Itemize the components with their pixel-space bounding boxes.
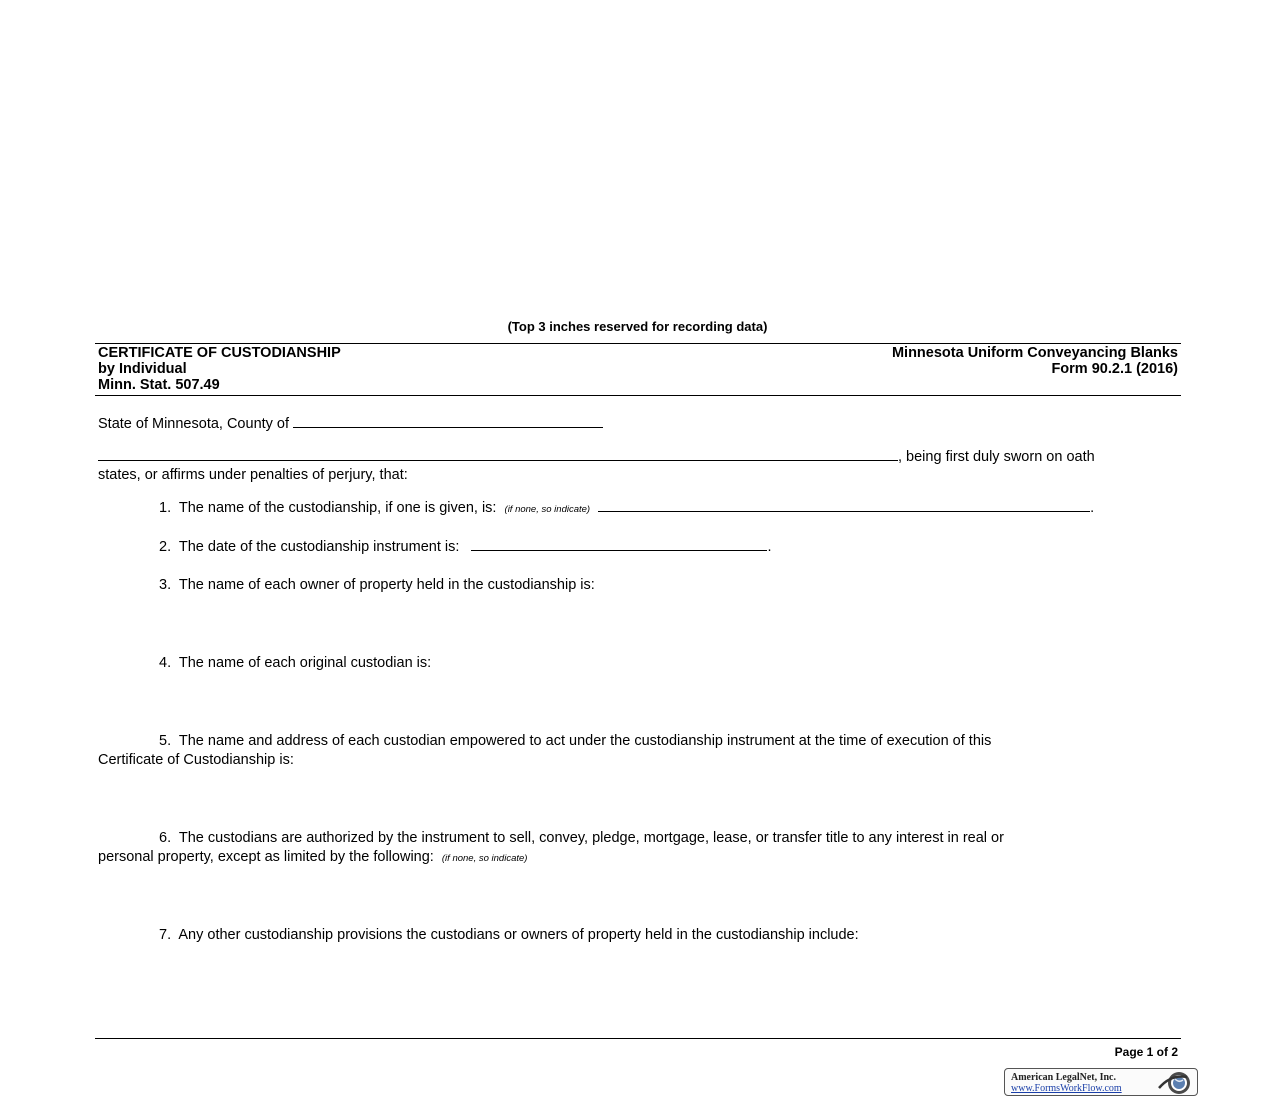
item-4-number: 4.: [159, 655, 172, 671]
statute-reference: Minn. Stat. 507.49: [98, 377, 220, 393]
item-7-text: Any other custodianship provisions the custodians or owners of property held in the custodianship include:: [178, 927, 859, 943]
item-6-text: The custodians are authorized by the instrument to sell, convey, pledge, mortgage, lease, or transfer title to any interest in real or: [178, 830, 1004, 846]
header-bottom-rule: [95, 395, 1181, 396]
logo-website: www.FormsWorkFlow.com: [1011, 1083, 1122, 1094]
item-7: [159, 927, 859, 943]
form-number: Form 90.2.1 (2016): [1051, 361, 1178, 377]
item-5: [159, 733, 991, 749]
form-subtitle: by Individual: [98, 361, 187, 377]
item-7-number: 7.: [159, 927, 172, 943]
item-1: [159, 499, 1094, 516]
item-2-number: 2.: [159, 539, 172, 555]
county-label: State of Minnesota, County of: [98, 416, 290, 432]
form-title-block: [98, 345, 341, 393]
form-title: CERTIFICATE OF CUSTODIANSHIP: [98, 345, 341, 361]
instrument-date-field[interactable]: [471, 538, 767, 551]
item-2: [159, 538, 772, 555]
sworn-line-2: states, or affirms under penalties of perjury, that:: [98, 467, 408, 483]
header-top-rule: [95, 343, 1181, 344]
item-3: [159, 577, 595, 593]
globe-icon: [1157, 1070, 1195, 1096]
item-4-text: The name of each original custodian is:: [178, 655, 432, 671]
item-2-text: The date of the custodianship instrument is:: [178, 539, 460, 555]
publisher-name: Minnesota Uniform Conveyancing Blanks: [891, 345, 1178, 361]
custodianship-name-field[interactable]: [598, 499, 1090, 512]
item-6-note: (if none, so indicate): [441, 853, 528, 864]
footer-rule: [95, 1038, 1181, 1039]
affiant-name-field[interactable]: [98, 448, 898, 461]
item-1-note: (if none, so indicate): [504, 504, 591, 515]
affiant-line: [98, 448, 1095, 465]
recording-note: (Top 3 inches reserved for recording data): [507, 319, 768, 334]
item-3-text: The name of each owner of property held in the custodianship is:: [178, 577, 595, 593]
county-field[interactable]: [293, 415, 603, 428]
item-5-number: 5.: [159, 733, 172, 749]
item-5-text: The name and address of each custodian empowered to act under the custodianship instrument at the time of execution of this: [178, 733, 992, 749]
page-number: Page 1 of 2: [1114, 1045, 1178, 1059]
item-1-number: 1.: [159, 500, 172, 516]
publisher-block: [892, 345, 1178, 377]
item-6-number: 6.: [159, 830, 172, 846]
item-4: [159, 655, 431, 671]
item-6: [159, 830, 1004, 846]
item-3-number: 3.: [159, 577, 172, 593]
sworn-text: , being first duly sworn on oath: [898, 449, 1095, 465]
item-6-continued: [98, 849, 527, 865]
item-6-text-2: personal property, except as limited by the following:: [98, 849, 434, 865]
county-line: [98, 415, 603, 432]
item-1-text: The name of the custodianship, if one is given, is:: [178, 500, 497, 516]
legalnet-logo[interactable]: [1004, 1068, 1198, 1096]
item-5-continued: Certificate of Custodianship is:: [98, 752, 294, 768]
logo-company: American LegalNet, Inc.: [1011, 1072, 1116, 1083]
item-2-period: .: [767, 539, 772, 555]
item-1-period: .: [1090, 500, 1095, 516]
